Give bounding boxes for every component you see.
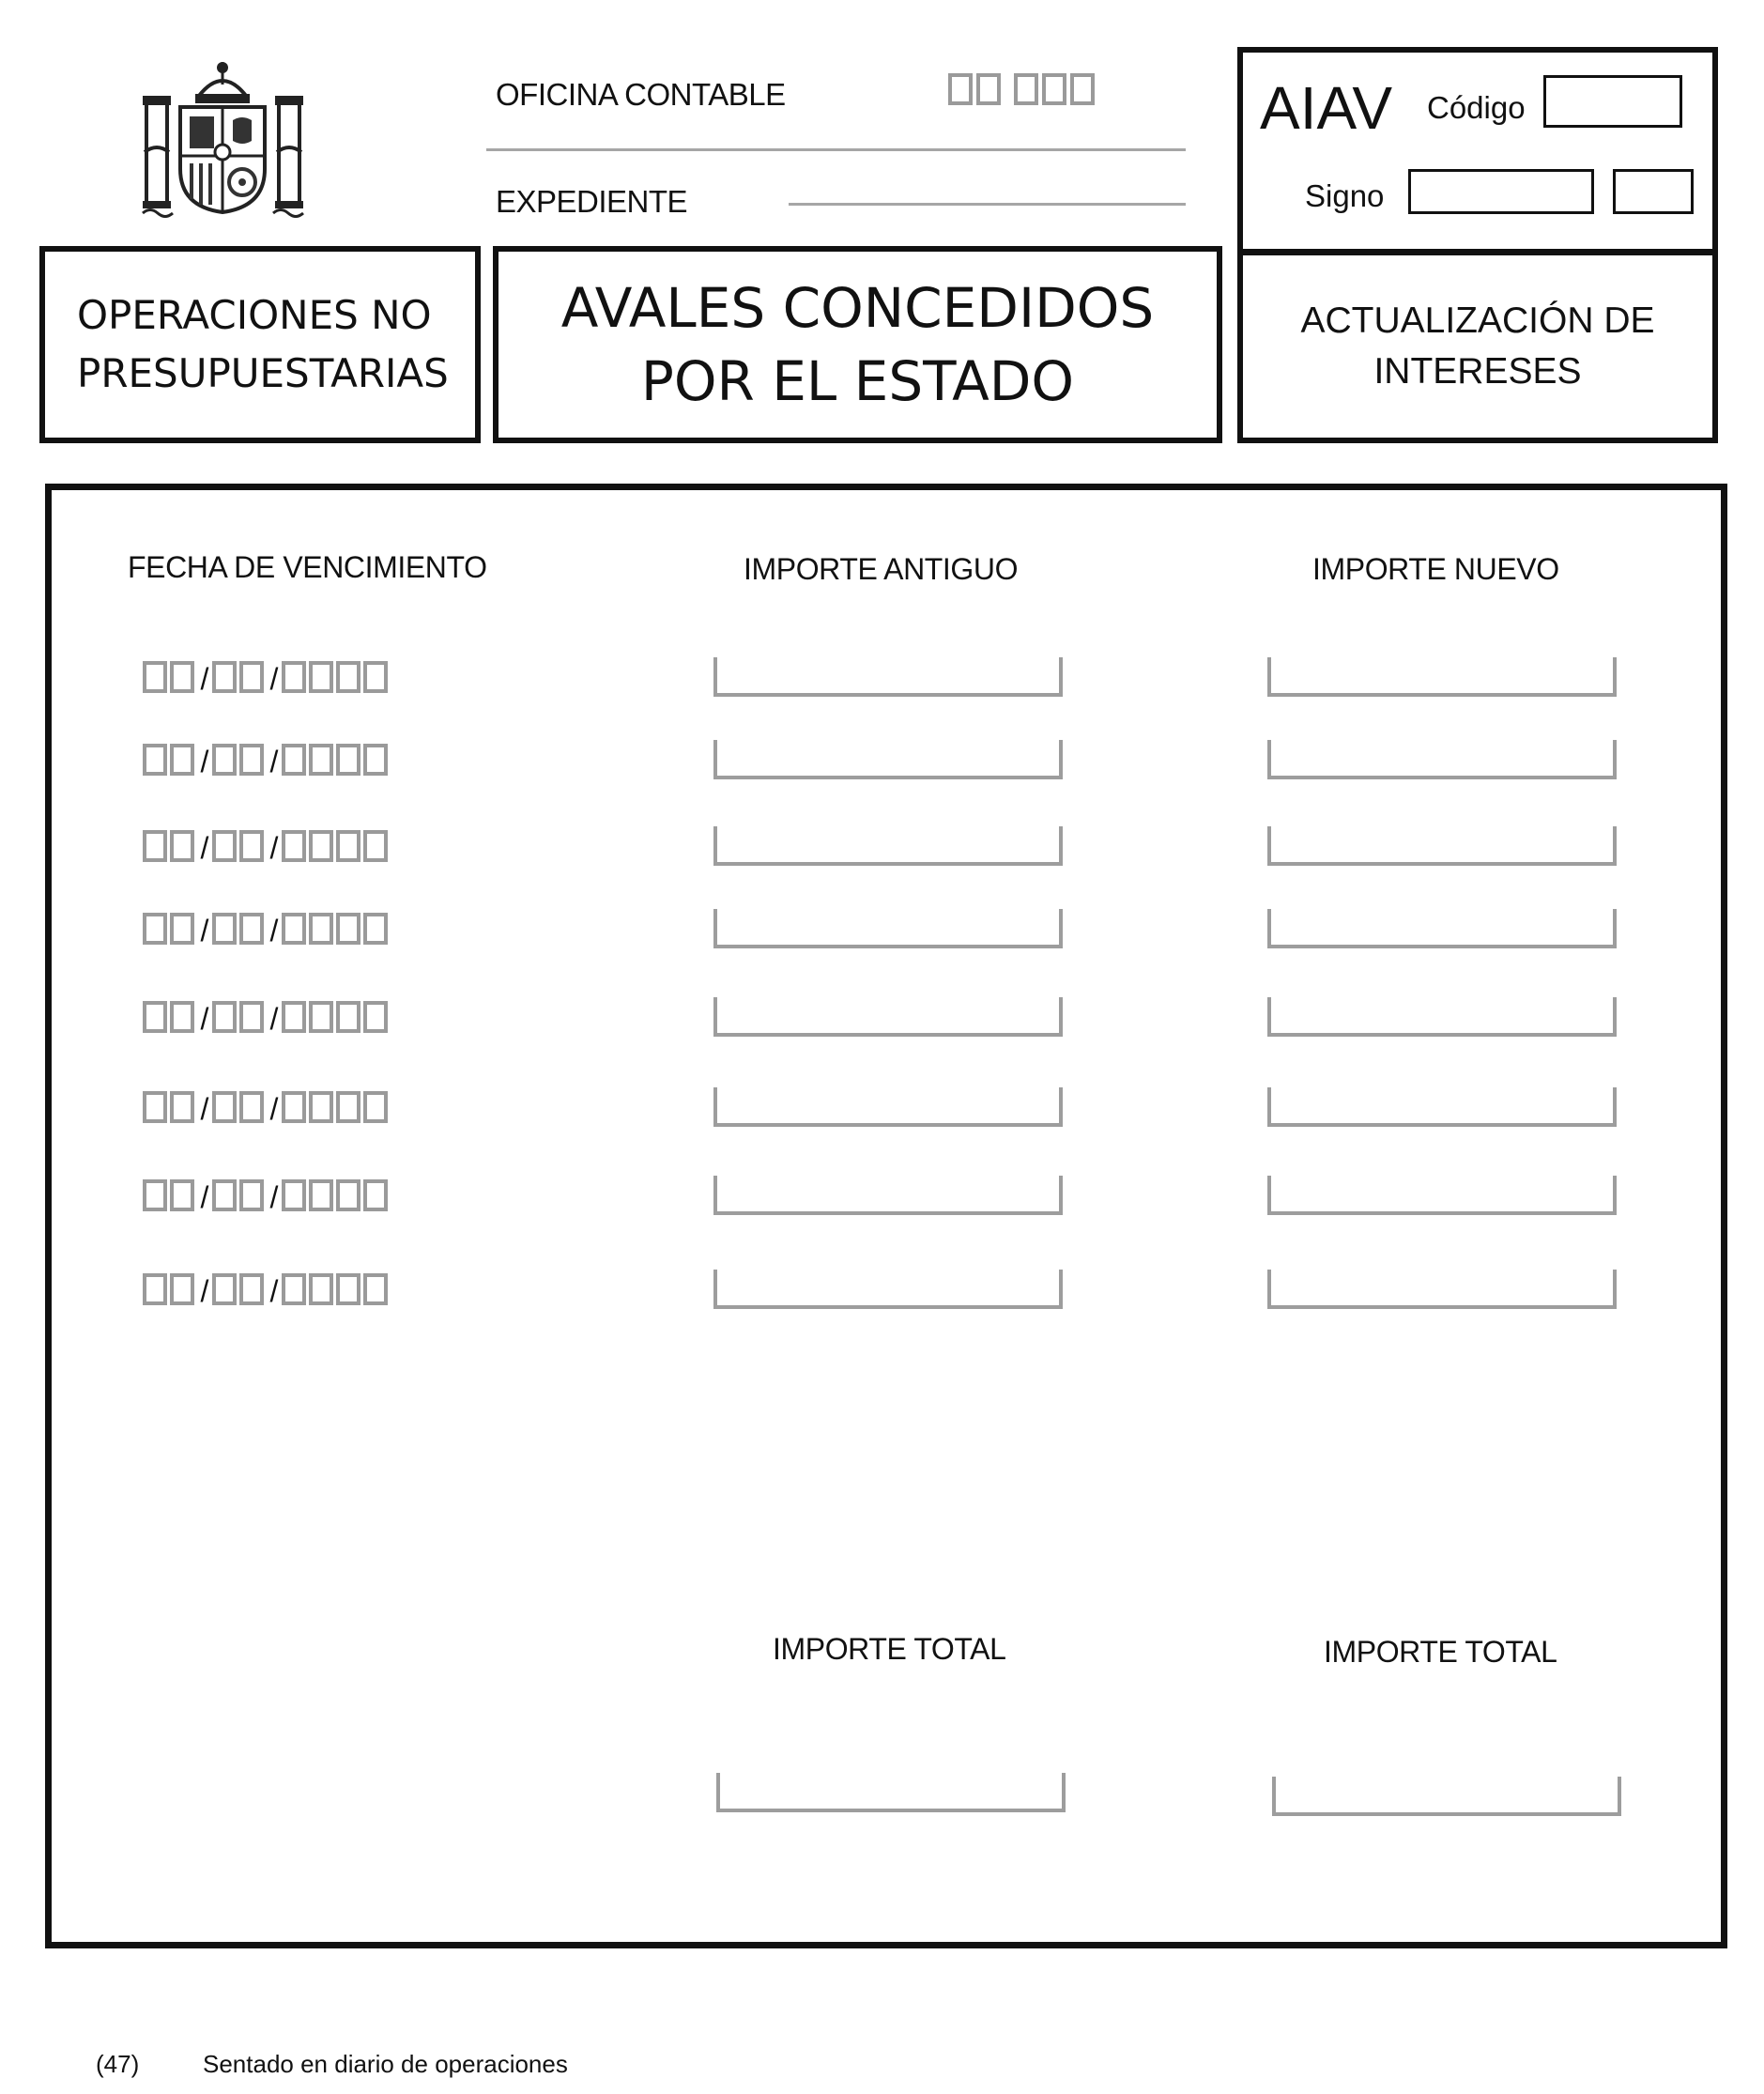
digit-box[interactable]	[170, 1273, 194, 1305]
digit-box[interactable]	[239, 661, 264, 693]
fecha-vencimiento-field[interactable]	[143, 830, 391, 865]
header-importe-nuevo: IMPORTE NUEVO	[1312, 552, 1559, 586]
digit-box[interactable]	[282, 1091, 306, 1123]
digit-box[interactable]	[212, 1001, 237, 1033]
digit-box[interactable]	[363, 1179, 388, 1211]
fecha-vencimiento-field[interactable]	[143, 913, 391, 945]
total-nuevo-label: IMPORTE TOTAL	[1324, 1635, 1557, 1669]
expediente-field[interactable]	[789, 203, 1186, 206]
signo-label: Signo	[1305, 178, 1385, 213]
date-separator: /	[200, 662, 209, 696]
importe-antiguo-field[interactable]	[713, 1087, 1063, 1127]
codigo-field[interactable]	[1543, 75, 1682, 128]
digit-box[interactable]	[212, 1273, 237, 1305]
importe-nuevo-field[interactable]	[1267, 740, 1617, 779]
digit-box[interactable]	[336, 1091, 360, 1123]
importe-nuevo-field[interactable]	[1267, 1176, 1617, 1215]
digit-box[interactable]	[336, 1179, 360, 1211]
digit-box[interactable]	[170, 1179, 194, 1211]
oficina-underline	[486, 148, 1186, 151]
digit-box[interactable]	[363, 1091, 388, 1123]
oficina-contable-field[interactable]	[948, 73, 1095, 105]
title-right-line1: ACTUALIZACIÓN DE	[1300, 300, 1655, 341]
digit-box[interactable]	[143, 913, 167, 945]
digit-box[interactable]	[170, 830, 194, 862]
digit-box[interactable]	[1070, 73, 1095, 105]
digit-box[interactable]	[143, 1001, 167, 1033]
digit-box[interactable]	[239, 1179, 264, 1211]
digit-box[interactable]	[143, 1091, 167, 1123]
digit-box[interactable]	[143, 1273, 167, 1305]
digit-box[interactable]	[948, 73, 973, 105]
digit-box[interactable]	[239, 1091, 264, 1123]
form-panel	[45, 484, 1727, 1948]
aiav-code-box	[1237, 47, 1718, 255]
importe-nuevo-field[interactable]	[1267, 657, 1617, 697]
digit-box[interactable]	[1042, 73, 1066, 105]
header-fecha-vencimiento: FECHA DE VENCIMIENTO	[128, 550, 487, 584]
expediente-label: EXPEDIENTE	[496, 184, 688, 219]
footer-note: Sentado en diario de operaciones	[203, 2050, 568, 2078]
fecha-vencimiento-field[interactable]	[143, 744, 391, 776]
date-separator: /	[200, 745, 209, 778]
date-separator: /	[269, 745, 279, 778]
digit-box[interactable]	[309, 1091, 333, 1123]
digit-box[interactable]	[239, 830, 264, 862]
digit-box[interactable]	[170, 661, 194, 693]
date-separator: /	[269, 1180, 279, 1214]
digit-box[interactable]	[282, 913, 306, 945]
date-separator: /	[269, 1274, 279, 1308]
importe-antiguo-field[interactable]	[713, 909, 1063, 948]
digit-box[interactable]	[363, 1273, 388, 1305]
digit-box[interactable]	[363, 661, 388, 693]
title-center-line1: AVALES CONCEDIDOS	[560, 276, 1155, 340]
digit-box[interactable]	[336, 661, 360, 693]
digit-box[interactable]	[212, 661, 237, 693]
digit-box[interactable]	[336, 1001, 360, 1033]
importe-antiguo-field[interactable]	[713, 826, 1063, 866]
digit-box[interactable]	[143, 744, 167, 776]
digit-box[interactable]	[170, 913, 194, 945]
date-separator: /	[269, 831, 279, 865]
digit-box[interactable]	[239, 913, 264, 945]
digit-box[interactable]	[336, 830, 360, 862]
oficina-contable-label: OFICINA CONTABLE	[496, 77, 786, 112]
date-separator: /	[269, 662, 279, 696]
date-separator: /	[200, 1274, 209, 1308]
digit-box[interactable]	[282, 1179, 306, 1211]
title-left-line1: OPERACIONES NO	[77, 292, 432, 338]
digit-box[interactable]	[212, 1091, 237, 1123]
avales-concedidos-box	[493, 246, 1222, 443]
fecha-vencimiento-field[interactable]	[143, 1091, 391, 1126]
digit-box[interactable]	[143, 830, 167, 862]
footer-number: (47)	[96, 2050, 140, 2078]
importe-nuevo-field[interactable]	[1267, 997, 1617, 1037]
document-code: AIAV	[1260, 74, 1393, 142]
date-separator: /	[200, 831, 209, 865]
digit-box[interactable]	[363, 913, 388, 945]
fecha-vencimiento-field[interactable]	[143, 1273, 391, 1308]
codigo-label: Código	[1427, 90, 1526, 125]
date-separator: /	[269, 914, 279, 947]
digit-box[interactable]	[309, 830, 333, 862]
digit-box[interactable]	[282, 830, 306, 862]
importe-antiguo-field[interactable]	[713, 997, 1063, 1037]
digit-box[interactable]	[976, 73, 1001, 105]
digit-box[interactable]	[170, 1091, 194, 1123]
date-separator: /	[269, 1002, 279, 1036]
importe-antiguo-field[interactable]	[713, 657, 1063, 697]
header-importe-antiguo: IMPORTE ANTIGUO	[744, 552, 1019, 586]
actualizacion-intereses-box	[1237, 249, 1718, 443]
digit-box[interactable]	[336, 744, 360, 776]
title-center-line2: POR EL ESTADO	[640, 349, 1075, 413]
digit-box[interactable]	[309, 1001, 333, 1033]
digit-box[interactable]	[282, 744, 306, 776]
digit-box[interactable]	[363, 830, 388, 862]
date-separator: /	[200, 1180, 209, 1214]
importe-antiguo-field[interactable]	[713, 740, 1063, 779]
digit-box[interactable]	[336, 1273, 360, 1305]
digit-box[interactable]	[309, 1179, 333, 1211]
digit-box[interactable]	[239, 1001, 264, 1033]
date-separator: /	[269, 1092, 279, 1126]
digit-box[interactable]	[212, 1179, 237, 1211]
total-antiguo-field[interactable]	[716, 1773, 1066, 1812]
digit-box[interactable]	[212, 744, 237, 776]
total-nuevo-field[interactable]	[1272, 1777, 1621, 1816]
date-separator: /	[200, 914, 209, 947]
importe-nuevo-field[interactable]	[1267, 909, 1617, 948]
importe-nuevo-field[interactable]	[1267, 1270, 1617, 1309]
digit-box[interactable]	[282, 661, 306, 693]
digit-box[interactable]	[1014, 73, 1038, 105]
digit-box[interactable]	[170, 1001, 194, 1033]
fecha-vencimiento-field[interactable]	[143, 661, 391, 696]
fecha-vencimiento-field[interactable]	[143, 1179, 391, 1214]
title-left-line2: PRESUPUESTARIAS	[77, 350, 449, 396]
digit-box[interactable]	[239, 1273, 264, 1305]
operaciones-no-presupuestarias-box	[39, 246, 481, 443]
digit-box[interactable]	[143, 1179, 167, 1211]
digit-box[interactable]	[336, 913, 360, 945]
importe-nuevo-field[interactable]	[1267, 1087, 1617, 1127]
importe-antiguo-field[interactable]	[713, 1270, 1063, 1309]
digit-box[interactable]	[212, 913, 237, 945]
digit-box[interactable]	[212, 830, 237, 862]
digit-box[interactable]	[282, 1273, 306, 1305]
fecha-vencimiento-field[interactable]	[143, 1001, 391, 1036]
digit-box[interactable]	[309, 913, 333, 945]
importe-antiguo-field[interactable]	[713, 1176, 1063, 1215]
date-separator: /	[200, 1002, 209, 1036]
coat-of-arms-icon	[141, 58, 305, 218]
digit-box[interactable]	[239, 744, 264, 776]
signo-extra-field[interactable]	[1613, 169, 1694, 214]
digit-box[interactable]	[363, 744, 388, 776]
digit-box[interactable]	[170, 744, 194, 776]
digit-box[interactable]	[309, 1273, 333, 1305]
title-right-line2: INTERESES	[1373, 350, 1582, 392]
digit-box[interactable]	[282, 1001, 306, 1033]
digit-box[interactable]	[309, 744, 333, 776]
total-antiguo-label: IMPORTE TOTAL	[773, 1632, 1006, 1666]
digit-box[interactable]	[363, 1001, 388, 1033]
date-separator: /	[200, 1092, 209, 1126]
digit-box[interactable]	[143, 661, 167, 693]
importe-nuevo-field[interactable]	[1267, 826, 1617, 866]
signo-field[interactable]	[1408, 169, 1594, 214]
digit-box[interactable]	[309, 661, 333, 693]
